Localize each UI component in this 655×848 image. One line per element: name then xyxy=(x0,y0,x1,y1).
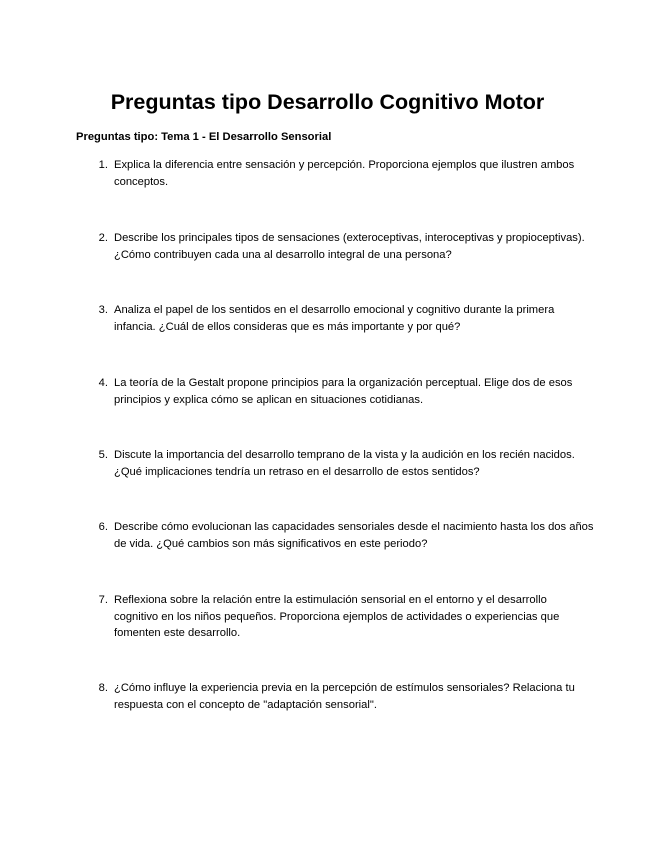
question-item xyxy=(94,157,594,190)
question-number: 8. xyxy=(98,682,108,694)
question-item xyxy=(94,680,594,713)
question-item xyxy=(94,447,594,480)
question-text: Describe cómo evolucionan las capacidades sensoriales desde el nacimiento hasta los dos años de vida. ¿Qué cambios son más significativos en este periodo? xyxy=(114,521,594,550)
question-number: 2. xyxy=(98,232,108,244)
question-number: 4. xyxy=(98,377,108,389)
question-text: La teoría de la Gestalt propone principios para la organización perceptual. Elige dos de esos principios y explica cómo se aplican en situaciones cotidianas. xyxy=(114,377,573,406)
question-item xyxy=(94,592,594,642)
question-number: 1. xyxy=(98,159,108,171)
question-text: ¿Cómo influye la experiencia previa en la percepción de estímulos sensoriales? Relaciona tu respuesta con el concepto de "adaptación sensorial". xyxy=(114,682,575,711)
question-item xyxy=(94,230,594,263)
question-number: 6. xyxy=(98,521,108,533)
question-text: Explica la diferencia entre sensación y percepción. Proporciona ejemplos que ilustren ambos conceptos. xyxy=(114,159,575,188)
question-item xyxy=(94,519,594,552)
page-title: Preguntas tipo Desarrollo Cognitivo Motor xyxy=(110,90,545,114)
question-text: Describe los principales tipos de sensaciones (exteroceptivas, interoceptivas y propioceptivas). ¿Cómo contribuyen cada una al desarrollo integral de una persona? xyxy=(114,232,585,261)
question-text: Discute la importancia del desarrollo temprano de la vista y la audición en los recién nacidos. ¿Qué implicaciones tendría un retraso en el desarrollo de estos sentidos? xyxy=(114,449,575,478)
question-text: Reflexiona sobre la relación entre la estimulación sensorial en el entorno y el desarrollo cognitivo en los niños pequeños. Proporciona ejemplos de actividades o experiencias que fomenten este desarrollo. xyxy=(114,594,560,639)
question-number: 3. xyxy=(98,304,108,316)
question-number: 5. xyxy=(98,449,108,461)
question-number: 7. xyxy=(98,594,108,606)
question-text: Analiza el papel de los sentidos en el desarrollo emocional y cognitivo durante la primera infancia. ¿Cuál de ellos consideras que es más importante y por qué? xyxy=(114,304,555,333)
question-item xyxy=(94,375,594,408)
section-subtitle: Preguntas tipo: Tema 1 - El Desarrollo Sensorial xyxy=(76,131,332,143)
question-item xyxy=(94,302,594,335)
